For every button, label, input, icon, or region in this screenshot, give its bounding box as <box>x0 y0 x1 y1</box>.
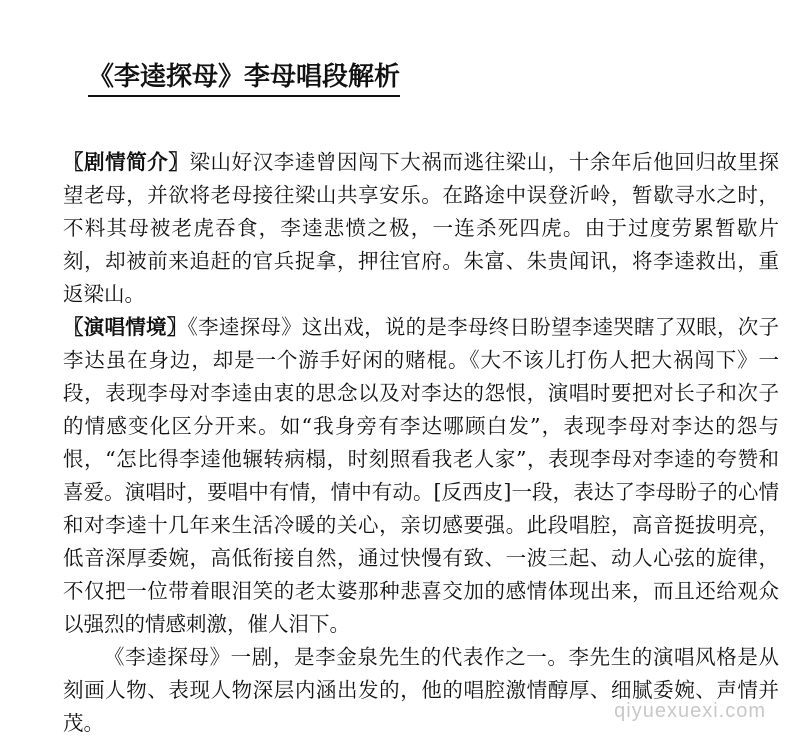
closing-paragraph: 《李逵探母》一剧，是李金泉先生的代表作之一。李先生的演唱风格是从刻画人物、表现人物深层内涵出发的，他的唱腔激情醇厚、细腻委婉、声情并茂。 <box>63 645 779 735</box>
watermark: qiyuexuexi.com <box>614 700 766 722</box>
section-label-open-bracket: 〖 <box>63 315 84 339</box>
section-label-close-bracket: 〗 <box>168 150 190 174</box>
document-body <box>63 146 779 740</box>
section-label-open-bracket: 〖 <box>63 150 85 174</box>
section-label-close-bracket: 〗 <box>166 315 188 339</box>
document-title: 《李逵探母》李母唱段解析 <box>88 62 400 97</box>
section-text-plot-summary: 梁山好汉李逵曾因闯下大祸而逃往梁山，十余年后他回归故里探望老母，并欲将老母接往梁山共享安乐。在路途中误登沂岭，暂歇寻水之时，不料其母被老虎吞食，李逵悲愤之极，一连杀死四虎。由于过度劳累暂歇片刻，却被前来追赶的官兵捉拿，押往官府。朱富、朱贵闻讯，将李逵救出，重返梁山。 <box>63 150 780 306</box>
section-text-performance-context: 《李逵探母》这出戏，说的是李母终日盼望李逵哭瞎了双眼，次子李达虽在身边，却是一个游手好闲的赌棍。《大不该儿打伤人把大祸闯下》一段，表现李母对李逵由衷的思念以及对李达的怨恨，演唱时要把对长子和次子的情感变化区分开来。如“我身旁有李达哪顾白发”，表现李母对李达的怨与恨，“怎比得李逵他辗转病榻，时刻照看我老人家”，表现李母对李逵的夸赞和喜爱。演唱时，要唱中有情，情中有动。[反西皮]一段，表达了李母盼子的心情和对李逵十几年来生活冷暖的关心，亲切感要强。此段唱腔，高音挺拔明亮，低音深厚委婉，高低衔接自然，通过快慢有致、一波三起、动人心弦的旋律，不仅把一位带着眼泪笑的老太婆那种悲喜交加的感情体现出来，而且还给观众以强烈的情感刺激，催人泪下。 <box>63 315 780 636</box>
section-performance-context <box>63 311 779 641</box>
section-label-performance-context: 演唱情境 <box>83 315 167 339</box>
section-label-plot-summary: 剧情简介 <box>84 150 169 174</box>
section-plot-summary <box>63 146 779 311</box>
